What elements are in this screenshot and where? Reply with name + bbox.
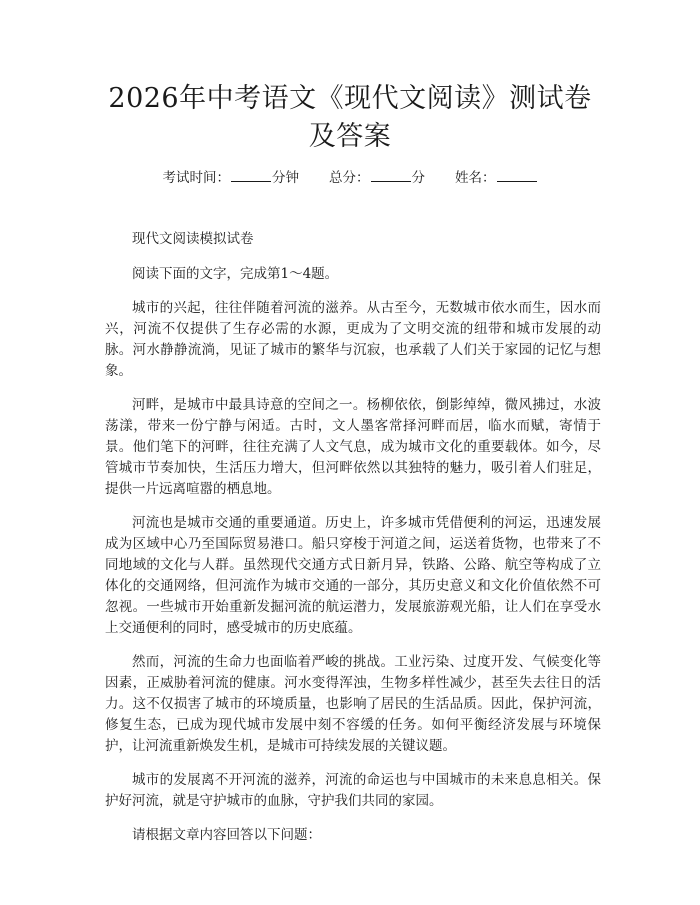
time-label: 考试时间： <box>162 170 230 186</box>
paragraph: 河流也是城市交通的重要通道。历史上，许多城市凭借便利的河运，迅速发展成为区域中心乃至国际贸易港口。船只穿梭于河道之间，运送着货物，也带来了不同地域的文化与人群。虽然现代交通方式日新月异，铁路、公路、航空等构成了立体化的交通网络，但河流作为城市交通的一部分，其历史意义和文化价值依然不可忽视。一些城市开始重新发掘河流的航运潜力，发展旅游观光船，让人们在享受水上交通便利的同时，感受城市的历史底蕴。 <box>105 515 601 636</box>
document-title: 2026年中考语文《现代文阅读》测试卷及答案 <box>108 83 592 152</box>
paragraph: 然而，河流的生命力也面临着严峻的挑战。工业污染、过度开发、气候变化等因素，正威胁着河流的健康。河水变得浑浊，生物多样性减少，甚至失去往日的活力。这不仅损害了城市的环境质量，也影响了居民的生活品质。因此，保护河流，修复生态，已成为现代城市发展中刻不容缓的任务。如何平衡经济发展与环境保护，让河流重新焕发生机，是城市可持续发展的关键议题。 <box>105 654 601 754</box>
paragraph: 城市的兴起，往往伴随着河流的滋养。从古至今，无数城市依水而生，因水而兴，河流不仅提供了生存必需的水源，更成为了文明交流的纽带和城市发展的动脉。河水静静流淌，见证了城市的繁华与沉寂，也承载了人们关于家园的记忆与想象。 <box>105 300 601 379</box>
score-label: 总分： <box>329 170 370 186</box>
exam-info-line <box>80 168 620 188</box>
name-label: 姓名： <box>455 170 496 186</box>
name-blank <box>497 168 537 182</box>
time-unit: 分钟 <box>272 170 299 186</box>
score-blank <box>371 168 411 182</box>
question-prompt: 请根据文章内容回答以下问题： <box>132 827 321 843</box>
section-heading: 现代文阅读模拟试卷 <box>132 231 254 247</box>
paragraph: 河畔，是城市中最具诗意的空间之一。杨柳依依，倒影绰绰，微风拂过，水波荡漾，带来一份宁静与闲适。古时，文人墨客常择河畔而居，临水而赋，寄情于景。他们笔下的河畔，往往充满了人文气息，成为城市文化的重要载体。如今，尽管城市节奏加快，生活压力增大，但河畔依然以其独特的魅力，吸引着人们驻足，提供一片远离喧嚣的栖息地。 <box>105 397 601 497</box>
score-unit: 分 <box>411 170 425 186</box>
instruction-text: 阅读下面的文字，完成第1～4题。 <box>132 266 339 282</box>
document-body <box>105 229 601 859</box>
paragraph: 城市的发展离不开河流的滋养，河流的命运也与中国城市的未来息息相关。保护好河流，就是守护城市的血脉，守护我们共同的家园。 <box>105 772 601 809</box>
time-blank <box>231 168 271 182</box>
